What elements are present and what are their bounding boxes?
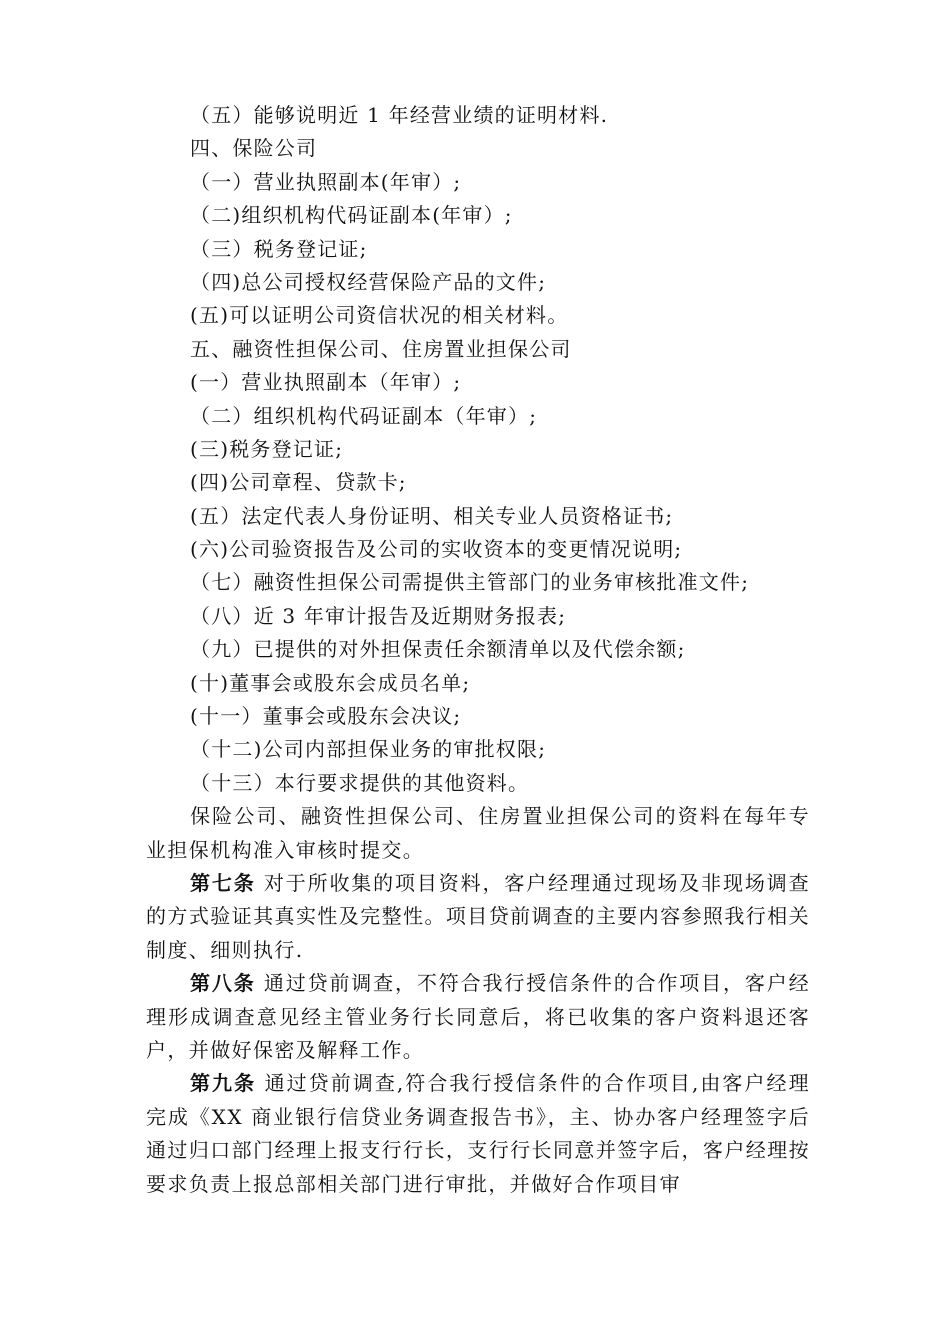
list-item-4-1: （一）营业执照副本(年审）; (190, 169, 462, 194)
summary-paragraph: 保险公司、融资性担保公司、住房置业担保公司的资料在每年专业担保机构准入审核时提交。 (146, 804, 810, 862)
list-item-4-5: (五)可以证明公司资信状况的相关材料。 (190, 303, 569, 328)
list-item-5-6: (六)公司验资报告及公司的实收资本的变更情况说明; (190, 537, 683, 562)
list-item-5-2: （二）组织机构代码证副本（年审）; (190, 403, 538, 428)
list-item-5-11: (十一）董事会或股东会决议; (190, 704, 462, 729)
list-item-5-3: (三)税务登记证; (190, 436, 344, 461)
article-7 (146, 867, 810, 967)
list-item-4-2: （二)组织机构代码证副本(年审）; (190, 203, 513, 228)
article-7-body: 对于所收集的项目资料，客户经理通过现场及非现场调查的方式验证其真实性及完整性。项目贷前调查的主要内容参照我行相关制度、细则执行. (146, 871, 811, 962)
article-8-body: 通过贷前调查，不符合我行授信条件的合作项目，客户经理形成调查意见经主管业务行长同意后，将已收集的客户资料退还客户，并做好保密及解释工作。 (146, 971, 811, 1063)
article-9-body: 通过贷前调查,符合我行授信条件的合作项目,由客户经理完成《XX 商业银行信贷业务调查报告书》，主、协办客户经理签字后通过归口部门经理上报支行行长，支行行长同意并签字后，客户经理按要求负责上报总部相关部门进行审批，并做好合作项目审 (146, 1071, 810, 1196)
section-heading-insurance: 四、保险公司 (190, 136, 318, 161)
article-9 (146, 1067, 810, 1201)
article-9-title: 第九条 (190, 1071, 257, 1096)
list-item-5-5: (五）法定代表人身份证明、相关专业人员资格证书; (190, 503, 674, 528)
list-item-4-4: （四)总公司授权经营保险产品的文件; (190, 269, 547, 294)
article-8-title: 第八条 (190, 971, 256, 996)
list-item-5-1: (一）营业执照副本（年审）; (190, 370, 462, 395)
list-item-5-4: (四)公司章程、贷款卡; (190, 470, 407, 495)
list-item-5-9: （九）已提供的对外担保责任余额清单以及代偿余额; (190, 637, 686, 662)
list-item-5-12: （十二)公司内部担保业务的审批权限; (190, 737, 547, 762)
list-item-5-13: （十三）本行要求提供的其他资料。 (190, 770, 530, 795)
list-item-5-8: （八）近 3 年审计报告及近期财务报表; (190, 603, 567, 628)
article-7-title: 第七条 (190, 871, 256, 896)
section-heading-guarantee: 五、融资性担保公司、住房置业担保公司 (190, 336, 572, 361)
document-body (146, 99, 810, 1201)
list-item-5-10: (十)董事会或股东会成员名单; (190, 670, 471, 695)
article-8 (146, 967, 810, 1067)
list-item-1-5: （五）能够说明近 1 年经营业绩的证明材料. (190, 103, 609, 127)
list-item-4-3: （三）税务登记证; (190, 236, 368, 261)
list-item-5-7: （七）融资性担保公司需提供主管部门的业务审核批准文件; (190, 570, 750, 595)
